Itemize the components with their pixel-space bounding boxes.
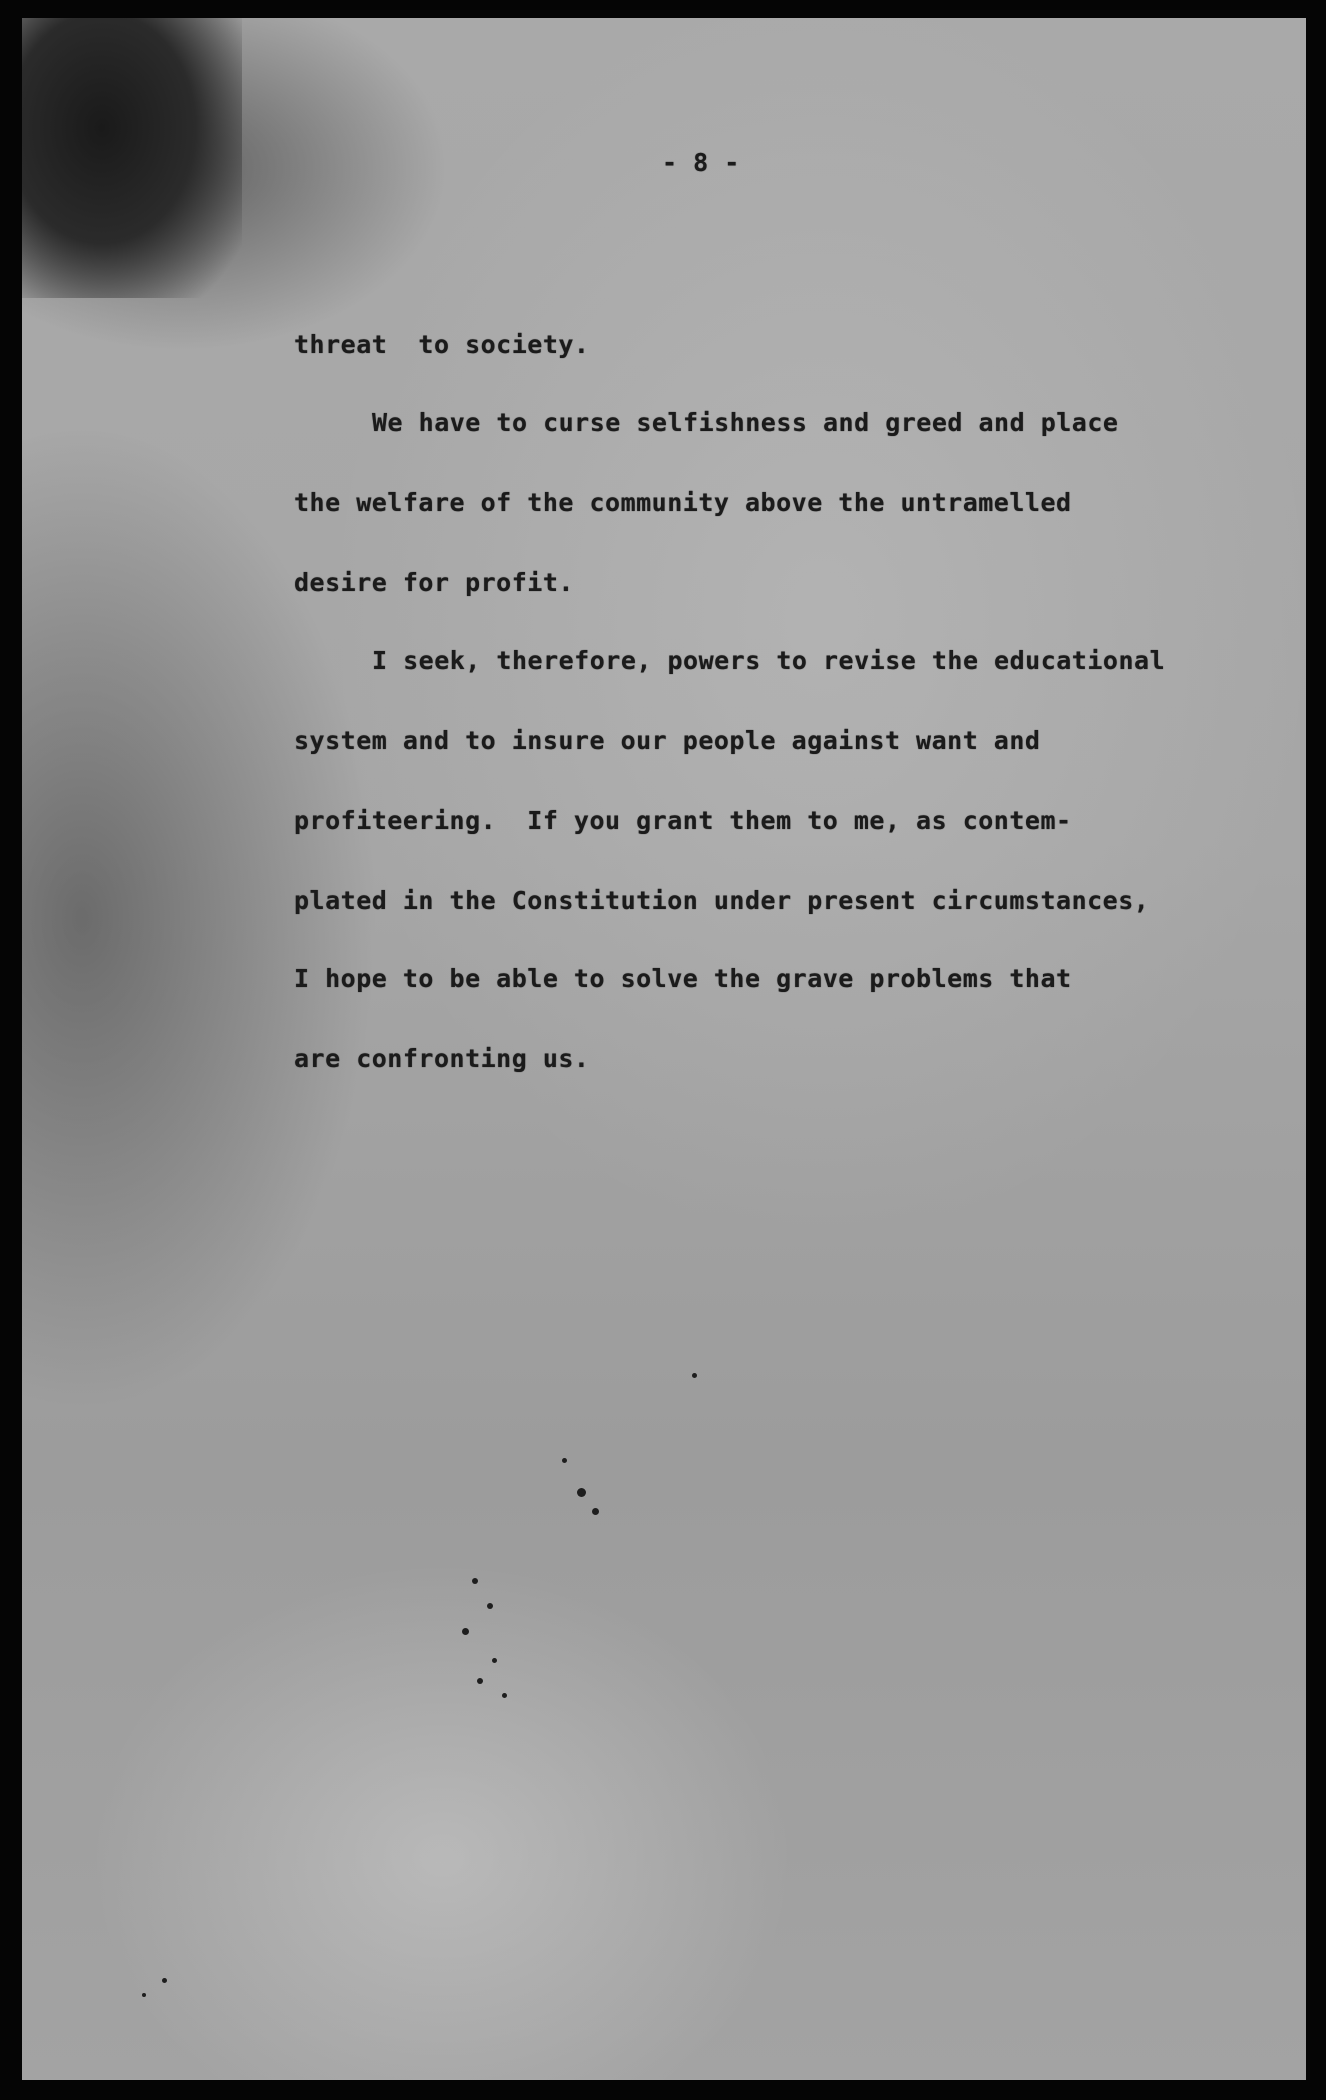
typed-body (22, 18, 1306, 2080)
text-line: I seek, therefore, powers to revise the educational (372, 646, 1166, 675)
text-line: desire for profit. (294, 568, 574, 597)
text-line: profiteering. If you grant them to me, as contem- (294, 806, 1072, 835)
page-number: - 8 - (662, 148, 740, 177)
text-line: are confronting us. (294, 1044, 590, 1073)
text-line: We have to curse selfishness and greed and place (372, 408, 1119, 437)
text-line: I hope to be able to solve the grave problems that (294, 964, 1072, 993)
text-line: plated in the Constitution under present circumstances, (294, 886, 1150, 915)
text-line: system and to insure our people against want and (294, 726, 1041, 755)
typewritten-sheet (22, 18, 1306, 2080)
text-line: threat to society. (294, 330, 590, 359)
text-line: the welfare of the community above the untramelled (294, 488, 1072, 517)
